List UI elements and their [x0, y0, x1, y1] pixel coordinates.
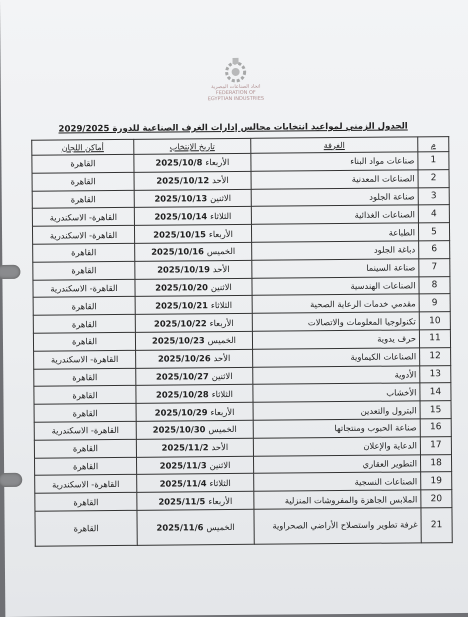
election-date	[136, 402, 253, 421]
row-number: 13	[420, 365, 451, 383]
election-date	[135, 296, 252, 315]
date-value: 2025/10/27	[155, 371, 209, 382]
chamber-name: الصناعات الغذائية	[251, 205, 418, 224]
chamber-name: الصناعات المعدنية	[251, 170, 418, 189]
chamber-name: صناعة السينما	[252, 259, 419, 278]
chamber-name: دباغة الجلود	[252, 241, 419, 260]
chamber-name: صناعة الحبوب ومنتجاتها	[253, 419, 420, 438]
weekday: الثلاثاء	[209, 477, 231, 488]
election-date	[136, 349, 253, 368]
row-number: 17	[420, 436, 451, 454]
committee-location: القاهرة	[34, 403, 136, 422]
date-value: 2025/10/23	[151, 335, 205, 347]
chamber-name: الطباعة	[251, 223, 418, 242]
date-value: 2025/10/30	[152, 424, 206, 436]
chamber-name: صناعة الجلود	[251, 187, 418, 206]
chamber-name: الدعاية والإعلان	[253, 437, 420, 456]
federation-logo	[205, 56, 265, 109]
date-value: 2025/10/13	[154, 193, 208, 204]
election-date	[136, 456, 253, 475]
date-value: 2025/10/26	[157, 353, 211, 364]
committee-location: القاهرة- الاسكندرية	[34, 421, 136, 440]
date-value: 2025/10/22	[153, 317, 207, 329]
committee-location: القاهرة	[34, 457, 136, 476]
date-value: 2025/11/5	[158, 495, 206, 507]
weekday: الأربعاء	[209, 317, 234, 328]
committee-location: القاهرة	[34, 386, 136, 405]
binder-hole	[0, 473, 22, 487]
committee-location: القاهرة	[32, 190, 134, 209]
chamber-name: التطوير العقاري	[253, 454, 420, 473]
date-value: 2025/10/28	[155, 388, 209, 400]
committee-location: القاهرة	[32, 154, 134, 173]
election-date	[135, 242, 252, 261]
binder-hole	[0, 265, 20, 279]
weekday: الثلاثاء	[211, 388, 233, 399]
row-number: 5	[418, 223, 449, 241]
row-number: 12	[420, 347, 451, 365]
election-date	[136, 385, 253, 404]
committee-location: القاهرة- الاسكندرية	[33, 279, 135, 298]
committee-location: القاهرة	[33, 315, 135, 334]
row-number: 6	[419, 241, 450, 259]
election-date	[137, 491, 254, 510]
row-number: 16	[420, 419, 451, 437]
election-date	[136, 438, 253, 457]
chamber-name: الملابس الجاهزة والمفروشات المنزلية	[254, 490, 421, 509]
chamber-name: مقدمي خدمات الرعاية الصحية	[252, 294, 419, 313]
election-date	[135, 313, 252, 332]
row-number: 7	[419, 258, 450, 276]
committee-location: القاهرة	[35, 510, 137, 546]
election-date	[135, 278, 252, 297]
committee-location: القاهرة- الاسكندرية	[34, 350, 136, 369]
date-value: 2025/10/12	[156, 175, 210, 186]
row-number: 8	[419, 276, 450, 294]
committee-location: القاهرة- الاسكندرية	[32, 226, 134, 245]
chamber-name: الصناعات الهندسية	[252, 276, 419, 295]
chamber-name: الصناعات النسجية	[254, 472, 421, 491]
committee-location: القاهرة	[34, 439, 136, 458]
date-value: 2025/10/15	[153, 228, 206, 240]
row-number: 18	[420, 454, 451, 472]
gear-logo-icon	[220, 56, 250, 84]
row-number: 4	[418, 205, 449, 223]
weekday: الخميس	[208, 424, 237, 435]
date-value: 2025/10/14	[154, 210, 208, 222]
page-title: الجدول الزمني لمواعيد انتخابات مجالس إدارات الغرف الصناعية للدورة 2029/2025	[58, 121, 408, 135]
date-value: 2025/10/29	[154, 406, 208, 418]
row-number: 20	[421, 490, 452, 508]
chamber-name: تكنولوجيا المعلومات والاتصالات	[252, 312, 419, 331]
weekday: الاثنين	[211, 370, 233, 382]
election-date	[135, 260, 252, 279]
logo-name-ar: اتحاد الصناعات المصرية	[211, 83, 261, 91]
weekday: الاثنين	[210, 281, 232, 293]
committee-location: القاهرة	[33, 332, 135, 351]
weekday: الأربعاء	[208, 228, 233, 239]
date-value: 2025/11/2	[161, 442, 209, 453]
date-value: 2025/10/16	[151, 246, 204, 258]
election-date	[137, 509, 254, 545]
date-value: 2025/10/19	[157, 264, 210, 275]
weekday: الأربعاء	[210, 406, 235, 417]
election-date	[134, 207, 251, 226]
weekday: الثلاثاء	[210, 299, 233, 310]
date-value: 2025/11/4	[159, 477, 207, 489]
weekday: الأربعاء	[205, 157, 230, 168]
date-value: 2025/11/6	[156, 522, 204, 533]
header-room: الغرفة	[251, 137, 418, 153]
row-number: 11	[419, 330, 450, 348]
committee-location: القاهرة- الاسكندرية	[35, 475, 137, 494]
table-row	[35, 508, 452, 547]
weekday: الأربعاء	[208, 495, 233, 506]
committee-location: القاهرة	[35, 492, 137, 511]
row-number: 19	[421, 472, 452, 490]
chamber-name: غرفة تطوير واستصلاح الأراضي الصحراوية	[254, 508, 421, 544]
date-value: 2025/11/3	[159, 460, 207, 471]
row-number: 3	[418, 187, 449, 205]
date-value: 2025/10/21	[155, 299, 209, 311]
committee-location: القاهرة	[33, 243, 135, 262]
chamber-name: البترول والتعدين	[253, 401, 420, 420]
election-date	[135, 331, 252, 350]
election-date	[134, 189, 251, 208]
weekday: الخميس	[206, 246, 236, 257]
weekday: الخميس	[207, 335, 237, 346]
committee-location: القاهرة	[33, 297, 135, 316]
election-date	[136, 420, 253, 439]
committee-location: القاهرة- الاسكندرية	[32, 208, 134, 227]
row-number: 15	[420, 401, 451, 419]
committee-location: القاهرة	[34, 368, 136, 387]
header-num: م	[418, 137, 449, 152]
row-number: 14	[420, 383, 451, 401]
chamber-name: حرف يدوية	[252, 330, 419, 349]
header-location: أماكن اللجان	[32, 139, 134, 155]
weekday: الأحد	[213, 353, 231, 364]
chamber-name: صناعات مواد البناء	[251, 152, 418, 171]
chamber-name: الصناعات الكيماوية	[253, 348, 420, 367]
weekday: الاثنين	[210, 192, 232, 204]
row-number: 2	[418, 169, 449, 187]
chamber-name: الأدوية	[253, 365, 420, 384]
chamber-name: الأخشاب	[253, 383, 420, 402]
election-date	[136, 367, 253, 386]
header-date: تاريخ الإنتخاب	[134, 138, 251, 154]
weekday: الأحد	[211, 442, 229, 453]
weekday: الاثنين	[209, 459, 231, 471]
elections-schedule-table	[31, 136, 453, 547]
weekday: الأحد	[212, 175, 229, 186]
committee-location: القاهرة	[32, 172, 134, 191]
row-number: 10	[419, 312, 450, 330]
date-value: 2025/10/20	[155, 282, 209, 293]
weekday: الثلاثاء	[210, 210, 232, 221]
election-date	[134, 171, 251, 190]
row-number: 9	[419, 294, 450, 312]
logo-name-en: FEDERATION OF EGYPTIAN INDUSTRIES	[207, 89, 265, 103]
row-number: 1	[418, 152, 449, 170]
weekday: الأحد	[212, 264, 230, 275]
row-number: 21	[421, 508, 452, 543]
committee-location: القاهرة	[33, 261, 135, 280]
date-value: 2025/10/8	[155, 157, 203, 169]
election-date	[134, 225, 251, 244]
election-date	[134, 153, 251, 172]
weekday: الخميس	[206, 521, 235, 533]
election-date	[137, 474, 254, 493]
